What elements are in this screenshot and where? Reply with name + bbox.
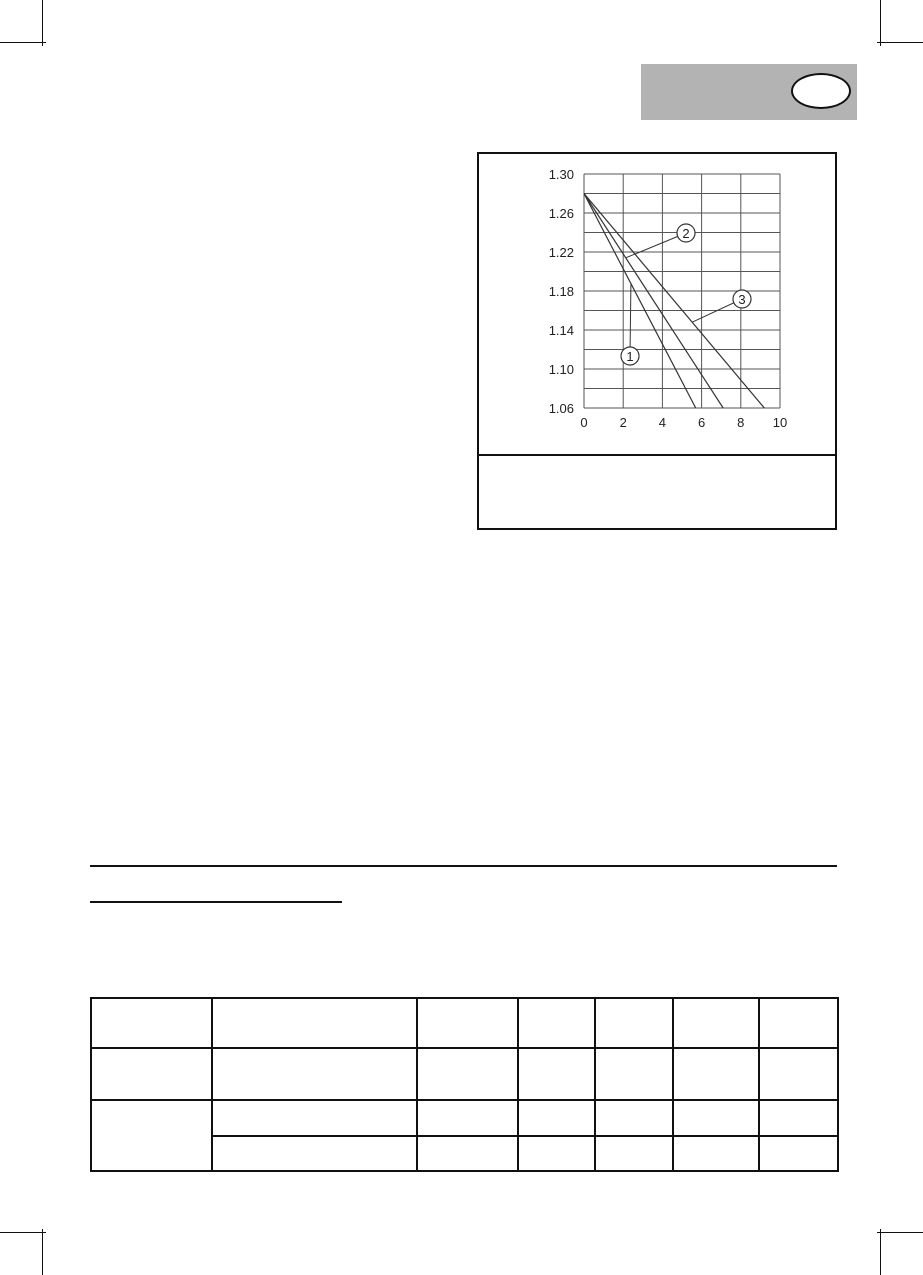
table-cell	[518, 998, 595, 1048]
table-cell	[759, 1100, 838, 1136]
language-tab	[641, 64, 857, 120]
table-cell	[212, 1100, 417, 1136]
x-tick-label: 4	[658, 415, 667, 430]
table-cell	[673, 998, 759, 1048]
crop-mark	[880, 1229, 881, 1275]
crop-mark	[0, 1232, 46, 1233]
table-cell	[759, 998, 838, 1048]
y-tick-label: 1.14	[548, 323, 574, 338]
crop-mark	[42, 0, 43, 46]
crop-mark	[0, 42, 46, 43]
table-cell	[417, 1136, 518, 1171]
curve-label-3: 3	[738, 292, 746, 307]
y-tick-label: 1.06	[548, 401, 574, 416]
table-cell	[212, 1048, 417, 1100]
table-cell	[518, 1100, 595, 1136]
table-cell	[595, 1136, 673, 1171]
y-tick-label: 1.18	[548, 284, 574, 299]
table-cell	[595, 998, 673, 1048]
x-tick-label: 8	[737, 415, 745, 430]
spec-table	[90, 997, 839, 1172]
table-cell	[595, 1100, 673, 1136]
curve-label-1: 1	[626, 349, 634, 364]
crop-mark	[877, 42, 923, 43]
table-cell	[212, 998, 417, 1048]
table-cell	[595, 1048, 673, 1100]
series-line-1	[584, 194, 696, 409]
y-tick-label: 1.10	[548, 362, 574, 377]
chart-caption-divider	[479, 454, 835, 456]
x-tick-label: 2	[619, 415, 627, 430]
x-tick-label: 6	[697, 415, 706, 430]
section-rule	[90, 865, 837, 867]
chart-frame	[477, 152, 837, 530]
curve-labels	[621, 224, 751, 365]
curve-leader-1	[630, 284, 631, 356]
table-row	[91, 1048, 838, 1100]
y-tick-label: 1.30	[548, 167, 574, 182]
y-tick-label: 1.22	[548, 245, 574, 260]
table-row	[91, 1100, 838, 1136]
table-cell	[759, 1048, 838, 1100]
grid	[584, 174, 780, 408]
table-cell	[673, 1100, 759, 1136]
table-cell	[518, 1048, 595, 1100]
table-cell	[417, 998, 518, 1048]
table-cell	[91, 1100, 212, 1171]
x-tick-label: 0	[580, 415, 588, 430]
table-cell	[417, 1048, 518, 1100]
heading-underline	[90, 901, 342, 903]
series-line-2	[584, 194, 723, 409]
curve-leader-2	[626, 233, 686, 258]
y-tick-label: 1.26	[548, 206, 574, 221]
table-cell	[212, 1136, 417, 1171]
table-cell	[673, 1048, 759, 1100]
table-cell	[518, 1136, 595, 1171]
table-cell	[91, 998, 212, 1048]
crop-mark	[880, 0, 881, 46]
curve-label-2: 2	[682, 226, 690, 241]
table-cell	[673, 1136, 759, 1171]
table-cell	[759, 1136, 838, 1171]
language-badge	[791, 73, 851, 109]
table-cell	[417, 1100, 518, 1136]
table-cell	[91, 1048, 212, 1100]
x-tick-label: 10	[772, 415, 788, 430]
crop-mark	[42, 1229, 43, 1275]
crop-mark	[877, 1232, 923, 1233]
density-chart	[479, 154, 835, 454]
table-row	[91, 998, 838, 1048]
